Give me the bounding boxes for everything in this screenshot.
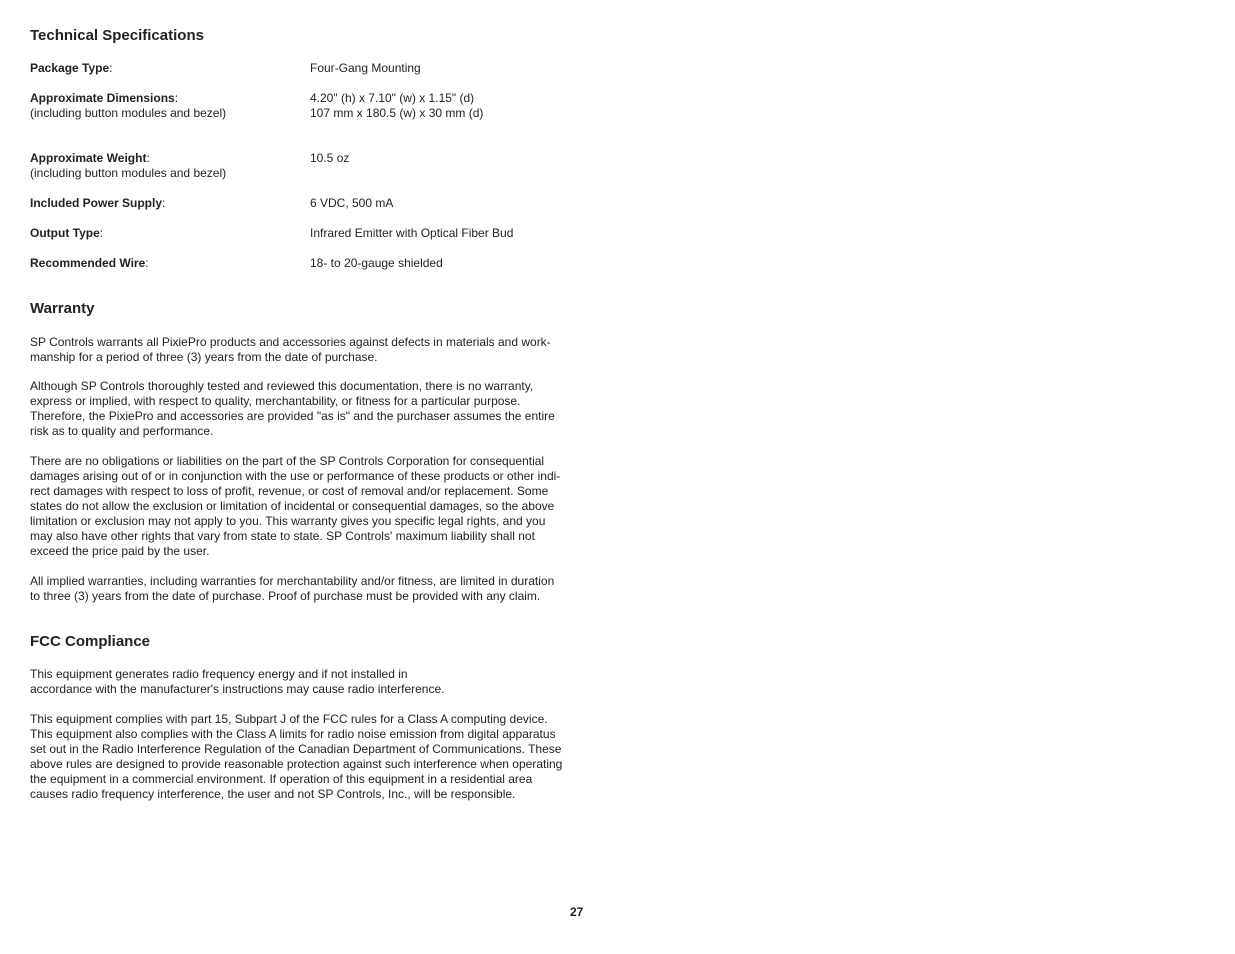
spec-value: 6 VDC, 500 mA [310, 196, 394, 210]
warranty-paragraph: All implied warranties, including warranties for merchantability and/or fitness, are limited in duration to three (3) years from the date of purchase. Proof of purchase must be provided with any claim. [30, 574, 555, 603]
spec-value: Infrared Emitter with Optical Fiber Bud [310, 226, 514, 240]
spec-label: Package Type [30, 61, 110, 75]
fcc-paragraph: This equipment generates radio frequency energy and if not installed in accordance with the manufacturer's instructions may cause radio interference. [30, 667, 445, 696]
spec-value: 4.20" (h) x 7.10" (w) x 1.15" (d) [310, 91, 475, 105]
spec-value: 10.5 oz [310, 151, 350, 165]
warranty-paragraph: SP Controls warrants all PixiePro products and accessories against defects in materials and work- manship for a period of three (3) years from the date of purchase. [30, 335, 551, 364]
spec-sublabel: (including button modules and bezel) [30, 166, 227, 180]
fcc-heading: FCC Compliance [30, 633, 151, 650]
spec-value: Four-Gang Mounting [310, 61, 421, 75]
spec-label: Approximate Dimensions [30, 91, 175, 105]
spec-label: Approximate Weight [30, 151, 147, 165]
warranty-paragraph: Although SP Controls thoroughly tested and reviewed this documentation, there is no warranty, express or implied, with respect to quality, merchantability, or fitness for a particular purpose. Therefore, the PixiePro and accessories are provided "as is" and the purchaser assumes the entire risk as to quality and performance. [30, 379, 555, 438]
spec-value: 18- to 20-gauge shielded [310, 256, 443, 270]
spec-label: Output Type [30, 226, 100, 240]
spec-value-metric: 107 mm x 180.5 (w) x 30 mm (d) [310, 106, 484, 120]
spec-label: Included Power Supply [30, 196, 163, 210]
spec-sublabel: (including button modules and bezel) [30, 106, 227, 120]
fcc-paragraph: This equipment complies with part 15, Subpart J of the FCC rules for a Class A computing device. This equipment also complies with the Class A limits for radio noise emission from digital apparatus set out in the Radio Interference Regulation of the Canadian Department of Communications. These above rules are designed to provide reasonable protection against such interference when operating the equipment in a commercial environment. If operation of this equipment in a residential area causes radio frequency interference, the user and not SP Controls, Inc., will be responsible. [30, 712, 563, 801]
warranty-paragraph: There are no obligations or liabilities on the part of the SP Controls Corporation for consequential damages arising out of or in conjunction with the use or performance of these products or other indi- rect damages with respect to loss of profit, revenue, or cost of removal and/or replacement. Some states do not allow the exclusion or limitation of incidental or consequential damages, so the above limitation or exclusion may not apply to you. This warranty gives you specific legal rights, and you may also have other rights that vary from state to state. SP Controls' maximum liability shall not exceed the price paid by the user. [30, 454, 561, 558]
spec-label: Recommended Wire [30, 256, 146, 270]
page-number: 27 [570, 905, 584, 919]
tech-specs-heading: Technical Specifications [30, 27, 204, 44]
warranty-heading: Warranty [30, 300, 95, 317]
